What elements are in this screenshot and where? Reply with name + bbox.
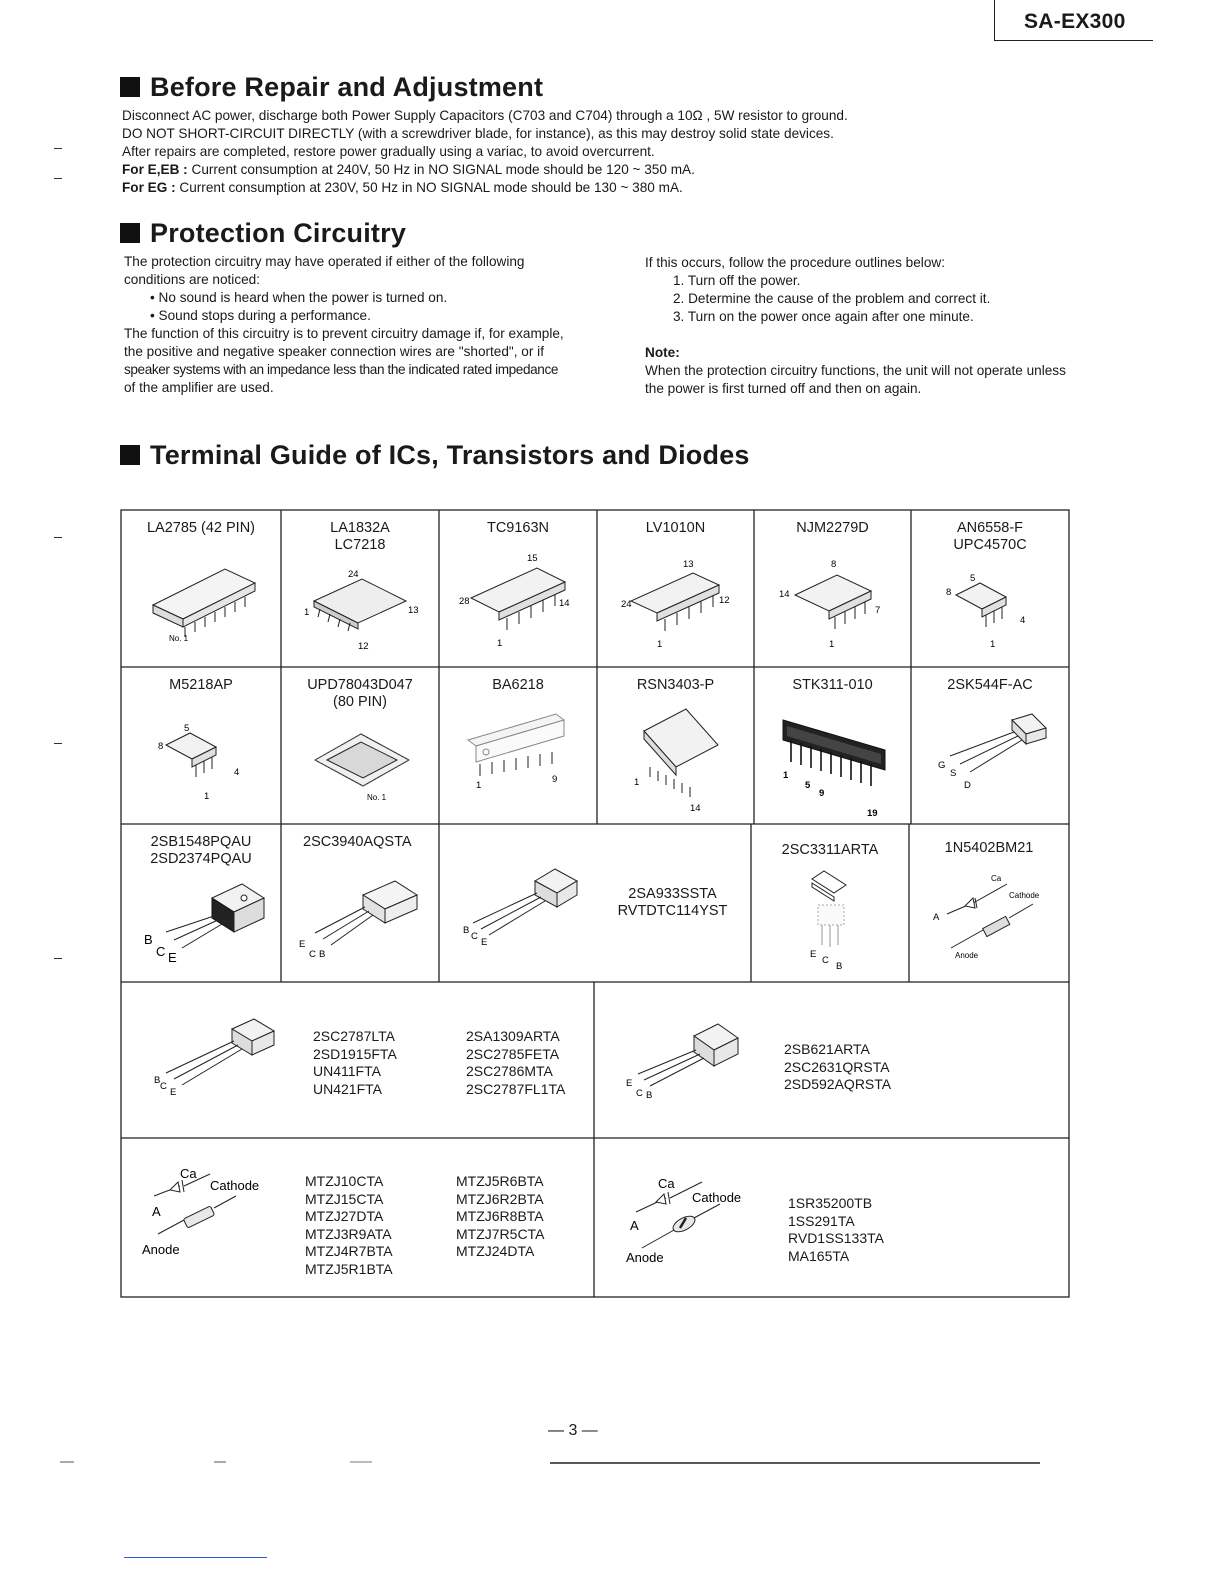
transistor-diagram (148, 1015, 283, 1105)
pin-label: 4 (234, 767, 240, 778)
pin-label: 8 (831, 559, 837, 570)
pin-label: 12 (719, 595, 730, 606)
transistor-power-diagram (140, 880, 275, 970)
ic-hybrid-diagram (630, 705, 730, 815)
pin-label: 14 (690, 803, 701, 814)
pin-label: C (160, 1081, 167, 1092)
part-list: 2SB621ARTA 2SC2631QRSTA 2SD592AQRSTA (784, 1041, 892, 1092)
protection-heading: Protection Circuitry (120, 218, 406, 249)
transistor-label: 2SC3940AQSTA (303, 834, 412, 850)
pin-label: 15 (527, 553, 538, 564)
ic-label: NJM2279D (796, 520, 869, 536)
pin-label: B (319, 949, 326, 960)
pin-label: 7 (875, 605, 881, 616)
transistor-diagram (930, 712, 1055, 797)
protection-left-text: The protection circuitry may have operated if either of the following conditions are noticed: • No sound is heard when the power is turned on. • Sound stops during a performance. The function of this circuitry is to prevent circuitry damage if, for example, the positive and negative speaker connection wires are "shorted", or if speaker systems with an impedance less than the indicated rated impedance of the amplifier are used. (124, 254, 564, 395)
pin-label: A (630, 1218, 639, 1233)
transistor-label: 2SA933SSTA RVTDTC114YST (617, 886, 728, 919)
pin-label: Anode (142, 1242, 180, 1257)
pin-label: 14 (559, 598, 570, 609)
diode-label: 1N5402BM21 (944, 840, 1034, 856)
pin-label: Ca (180, 1166, 197, 1181)
pin-label: C (471, 931, 478, 942)
transistor-label: 2SK544F-AC (947, 677, 1033, 693)
transistor-label: 2SB1548PQAU 2SD2374PQAU (150, 834, 252, 867)
ic-sip-diagram (460, 708, 580, 790)
pin-label: E (170, 1087, 177, 1098)
pin-label: 12 (358, 641, 369, 652)
transistor-diagram (455, 865, 590, 955)
before-repair-text: Disconnect AC power, discharge both Power Supply Capacitors (C703 and C704) through a 10Ω , 5W resistor to ground. DO NOT SHORT-CIRCUIT DIRECTLY (with a screwdriver blade, for instance), as this may destroy solid state devices. After repairs are completed, restore power gradually using a variac, to avoid overcurrent. For E,EB : Current consumption at 240V, 50 Hz in NO SIGNAL mode should be 120 ~ 350 mA. For EG : Current consumption at 230V, 50 Hz in NO SIGNAL mode should be 130 ~ 380 mA. (122, 108, 848, 195)
ic-dip8-diagram (940, 565, 1040, 650)
transistor-diagram (295, 875, 430, 965)
pin-label: 5 (805, 780, 811, 791)
pin-label: B (646, 1090, 653, 1101)
pin-label: 1 (476, 780, 482, 790)
pin-label: 1 (829, 639, 835, 650)
protection-right-text: If this occurs, follow the procedure outlines below: 1. Turn off the power. 2. Determine the cause of the problem and correct it. 3. Turn on the power once again after one minute. Note: When the protection circuitry functions, the unit will not operate unless the power is first turned off and then on again. (645, 255, 1066, 396)
ic-label: UPD78043D047 (80 PIN) (307, 677, 413, 710)
diode-diagram (925, 868, 1060, 963)
pin-label: C (156, 944, 166, 959)
ic-power-module-diagram (775, 708, 900, 820)
pin-label: 1 (634, 777, 640, 788)
pin-label: 8 (946, 587, 952, 598)
ic-label: RSN3403-P (636, 677, 715, 693)
pin-label: 9 (819, 788, 825, 799)
blue-underline (124, 1557, 267, 1558)
pin-label: G (938, 760, 946, 771)
part-list: 2SA1309ARTA 2SC2785FETA 2SC2786MTA 2SC2787FL1TA (466, 1028, 566, 1097)
pin-label: E (481, 937, 488, 948)
pin-label: B (154, 1075, 161, 1086)
ic-label: AN6558-F UPC4570C (953, 520, 1027, 553)
footer-rule (0, 1455, 1224, 1475)
pin-label: Cathode (692, 1190, 742, 1205)
pin-label: E (626, 1078, 633, 1089)
pin-label: 13 (408, 605, 419, 616)
pin-label: 4 (1020, 615, 1026, 626)
pin-label: D (964, 780, 971, 791)
model-number: SA-EX300 (1024, 10, 1126, 33)
transistor-diagram (790, 865, 870, 975)
pin-label: Ca (658, 1176, 675, 1191)
pin-label: Anode (626, 1250, 664, 1265)
pin-label: E (168, 950, 177, 965)
part-list: MTZJ10CTA MTZJ15CTA MTZJ27DTA MTZJ3R9ATA MTZJ4R7BTA MTZJ5R1BTA (305, 1173, 393, 1277)
ic-label: M5218AP (169, 677, 233, 693)
pin-label: C (822, 955, 829, 966)
ic-label: STK311-010 (792, 677, 873, 693)
pin-label: Ca (991, 874, 1002, 883)
pin-label: 5 (970, 573, 976, 584)
note-label: Note: (645, 345, 680, 360)
ic-dip-diagram (455, 548, 580, 650)
pin-label: E (810, 949, 817, 960)
pin-label: B (463, 925, 470, 936)
ic-qfp-diagram (305, 722, 420, 804)
ic-dip-diagram (615, 555, 740, 650)
pin-label: 24 (621, 599, 632, 610)
diode-diagram (622, 1170, 762, 1270)
pin-label: 8 (158, 741, 164, 752)
transistor-label: 2SC3311ARTA (781, 842, 879, 858)
ic-label: LA1832A LC7218 (330, 520, 390, 553)
pin-label: 1 (204, 791, 210, 802)
ic-dip-diagram (775, 555, 895, 650)
part-list: 2SC2787LTA 2SD1915FTA UN411FTA UN421FTA (313, 1028, 397, 1097)
pin-label: C (309, 949, 316, 960)
pin-label: No. 1 (367, 793, 387, 802)
pin-label: 1 (783, 770, 789, 781)
page-number: — 3 — (548, 1422, 598, 1439)
pin-label: 1 (990, 639, 996, 650)
pin-label: No. 1 (169, 634, 189, 643)
pin-label: Cathode (210, 1178, 260, 1193)
pin-label: 5 (184, 723, 190, 734)
zener-diode-diagram (140, 1160, 280, 1260)
part-list: 1SR35200TB 1SS291TA RVD1SS133TA MA165TA (788, 1195, 884, 1264)
pin-label: B (144, 932, 153, 947)
transistor-diagram (620, 1020, 755, 1105)
ic-label: BA6218 (492, 677, 544, 693)
ic-label: LA2785 (42 PIN) (146, 520, 255, 536)
ic-dip-diagram (145, 555, 265, 650)
ic-dip8-diagram (150, 715, 250, 805)
pin-label: C (636, 1088, 643, 1099)
pin-label: Cathode (1009, 891, 1040, 900)
ic-label: LV1010N (645, 520, 706, 536)
pin-label: E (299, 939, 306, 950)
pin-label: 1 (304, 607, 310, 618)
pin-label: 9 (552, 774, 558, 785)
pin-label: 19 (867, 808, 878, 819)
pin-label: 1 (497, 638, 503, 649)
pin-label: 1 (657, 639, 663, 650)
ic-smd-diagram (300, 565, 425, 655)
before-repair-heading: Before Repair and Adjustment (120, 72, 543, 103)
part-list: MTZJ5R6BTA MTZJ6R2BTA MTZJ6R8BTA MTZJ7R5CTA MTZJ24DTA (456, 1173, 545, 1259)
pin-label: 13 (683, 559, 694, 570)
pin-label: 14 (779, 589, 790, 600)
pin-label: B (836, 961, 843, 972)
pin-label: A (152, 1204, 161, 1219)
ic-label: TC9163N (486, 520, 550, 536)
pin-label: S (950, 768, 957, 779)
terminal-guide-heading: Terminal Guide of ICs, Transistors and Diodes (120, 440, 750, 471)
pin-label: 28 (459, 596, 470, 607)
pin-label: Anode (955, 951, 979, 960)
pin-label: 24 (348, 569, 359, 580)
pin-label: A (933, 912, 940, 923)
